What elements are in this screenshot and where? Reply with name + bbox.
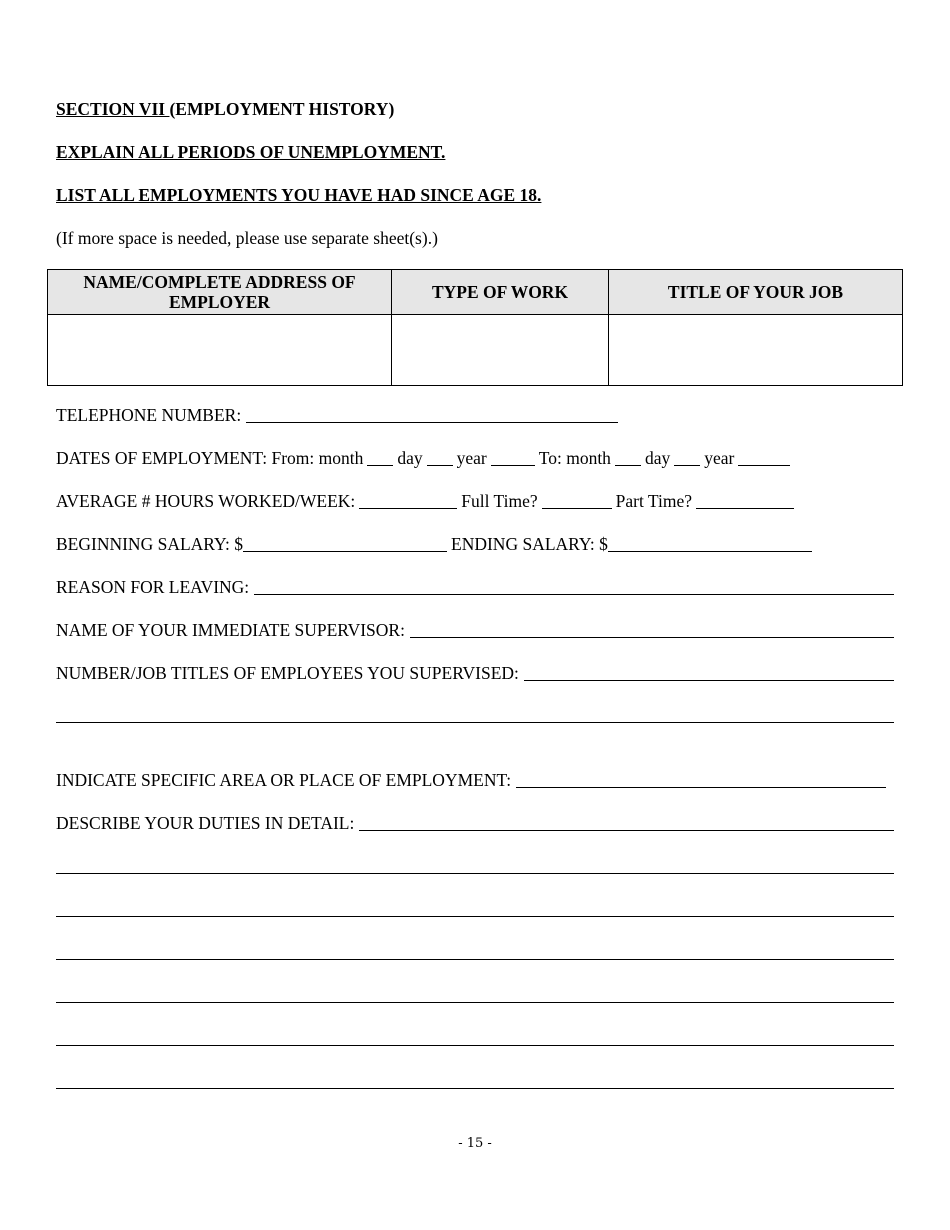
section-heading — [56, 99, 394, 119]
from-day-label: day — [397, 448, 423, 468]
instruction-unemployment: EXPLAIN ALL PERIODS OF UNEMPLOYMENT. — [56, 142, 446, 162]
duties-line[interactable] — [56, 916, 894, 917]
salary-row — [56, 534, 894, 554]
to-year-label: year — [704, 448, 735, 468]
duties-row — [56, 813, 894, 833]
space-note: (If more space is needed, please use separate sheet(s).) — [56, 228, 438, 248]
duties-line[interactable] — [56, 1045, 894, 1046]
duties-line[interactable] — [56, 1002, 894, 1003]
to-day-label: day — [644, 448, 671, 468]
hours-blank[interactable] — [359, 491, 457, 509]
beginning-salary-label: BEGINNING SALARY: $ — [56, 534, 244, 554]
ending-salary-blank[interactable] — [608, 534, 812, 552]
duties-line[interactable] — [56, 873, 894, 874]
ending-salary-label: ENDING SALARY: $ — [451, 534, 608, 554]
supervised-continuation-line[interactable] — [56, 722, 894, 723]
reason-row — [56, 577, 894, 597]
supervised-blank[interactable] — [524, 663, 894, 681]
from-month-blank[interactable] — [367, 448, 393, 466]
hours-row — [56, 491, 894, 511]
place-row — [56, 770, 886, 790]
type-of-work-cell[interactable] — [392, 315, 609, 386]
employer-cell[interactable] — [48, 315, 392, 386]
table-header-row — [48, 270, 903, 315]
employer-table — [47, 269, 903, 386]
place-label: INDICATE SPECIFIC AREA OR PLACE OF EMPLOYMENT: — [56, 770, 512, 790]
part-time-label: Part Time? — [615, 491, 692, 511]
telephone-row — [56, 405, 894, 425]
telephone-blank[interactable] — [246, 405, 618, 423]
from-year-blank[interactable] — [491, 448, 535, 466]
supervised-row — [56, 663, 894, 683]
to-month-blank[interactable] — [615, 448, 641, 466]
to-day-blank[interactable] — [674, 448, 700, 466]
section-label: SECTION VII — [56, 99, 170, 119]
from-year-label: year — [456, 448, 487, 468]
full-time-label: Full Time? — [461, 491, 538, 511]
supervisor-label: NAME OF YOUR IMMEDIATE SUPERVISOR: — [56, 620, 405, 640]
dates-row — [56, 448, 894, 468]
to-month-label: To: month — [538, 448, 611, 468]
supervisor-row — [56, 620, 894, 640]
telephone-label: TELEPHONE NUMBER: — [56, 405, 242, 425]
from-day-blank[interactable] — [427, 448, 453, 466]
instruction-list-employments: LIST ALL EMPLOYMENTS YOU HAVE HAD SINCE AGE 18. — [56, 185, 542, 205]
dates-label: DATES OF EMPLOYMENT: From: month — [56, 448, 364, 468]
section-title: (EMPLOYMENT HISTORY) — [169, 99, 395, 119]
supervisor-blank[interactable] — [410, 620, 894, 638]
duties-line[interactable] — [56, 959, 894, 960]
reason-leaving-label: REASON FOR LEAVING: — [56, 577, 250, 597]
column-header-job-title: TITLE OF YOUR JOB — [609, 270, 903, 315]
column-header-employer: NAME/COMPLETE ADDRESS OF EMPLOYER — [48, 270, 392, 315]
hours-label: AVERAGE # HOURS WORKED/WEEK: — [56, 491, 356, 511]
reason-leaving-blank[interactable] — [254, 577, 894, 595]
column-header-type-of-work: TYPE OF WORK — [392, 270, 609, 315]
duties-line[interactable] — [56, 1088, 894, 1089]
page-number: - 15 - — [458, 1136, 492, 1151]
job-title-cell[interactable] — [609, 315, 903, 386]
to-year-blank[interactable] — [738, 448, 790, 466]
full-time-blank[interactable] — [542, 491, 612, 509]
duties-label: DESCRIBE YOUR DUTIES IN DETAIL: — [56, 813, 355, 833]
supervised-label: NUMBER/JOB TITLES OF EMPLOYEES YOU SUPERVISED: — [56, 663, 519, 683]
part-time-blank[interactable] — [696, 491, 794, 509]
place-blank[interactable] — [516, 770, 886, 788]
beginning-salary-blank[interactable] — [243, 534, 447, 552]
table-row — [48, 315, 903, 386]
duties-blank[interactable] — [359, 813, 894, 831]
